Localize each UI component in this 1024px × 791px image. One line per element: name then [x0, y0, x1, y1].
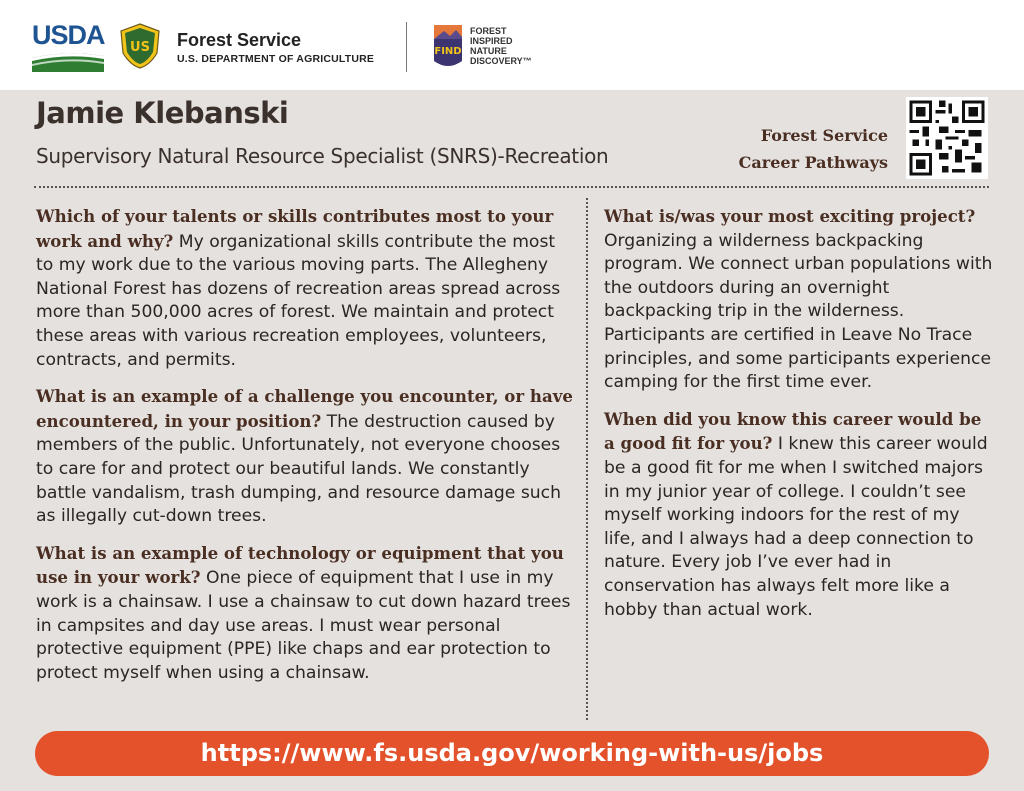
- header-dotted-divider: [34, 186, 989, 188]
- qa-block: [604, 408, 994, 622]
- find-badge-text: FIND: [434, 46, 462, 57]
- find-badge-icon: [430, 21, 466, 71]
- answer-text: One piece of equipment that I use in my work is a chainsaw. I use a chainsaw to cut down hazard trees in campsites and day use areas. I must wear personal protective equipment (PPE) like chaps and ear protection to protect myself when using a chainsaw.: [36, 568, 571, 683]
- answer-text: My organizational skills contribute the most to my work due to the various moving parts. The Allegheny National Forest has dozens of recreation areas spread across more than 500,000 acres of forest. We maintain and protect these areas with various recreation employees, volunteers, contracts, and permits.: [36, 231, 561, 370]
- usda-logo-text: USDA: [32, 20, 105, 50]
- department-name: U.S. DEPARTMENT OF AGRICULTURE: [177, 53, 375, 65]
- forest-service-shield-icon: [120, 23, 160, 69]
- header-bar: [0, 0, 1024, 90]
- left-column: [36, 205, 576, 698]
- career-pathways-line-1: Forest Service: [760, 126, 888, 145]
- right-column: [604, 205, 994, 635]
- question-text: When did you know this career would be a good fit for you?: [604, 408, 982, 454]
- job-title: Supervisory Natural Resource Specialist (SNRS)-Recreation: [36, 144, 609, 168]
- answer-text: Organizing a wilderness backpacking program. We connect urban populations with the outdoors during an overnight backpacking trip in the wilderness. Participants are certified in Leave No Trace principles, and some participants experience camping for the first time ever.: [604, 230, 993, 393]
- question-text: Which of your talents or skills contributes most to your work and why?: [36, 206, 554, 251]
- find-line-4: DISCOVERY™: [470, 56, 532, 66]
- qa-block: [36, 542, 576, 686]
- qa-block: [36, 385, 576, 529]
- jobs-url-banner[interactable]: [35, 731, 989, 776]
- usda-logo: [32, 20, 104, 72]
- find-line-3: NATURE: [470, 46, 507, 56]
- person-name: Jamie Klebanski: [36, 96, 289, 130]
- agency-name: Forest Service: [177, 30, 302, 50]
- qa-block: [604, 205, 994, 395]
- career-pathways-line-2: Career Pathways: [738, 153, 888, 172]
- find-line-1: FOREST: [470, 26, 507, 36]
- find-line-2: INSPIRED: [470, 36, 513, 46]
- answer-text: The destruction caused by members of the public. Unfortunately, not everyone chooses to care for and protect our beautiful lands. We constantly battle vandalism, trash dumping, and resource damage such as illegally cut-down trees.: [36, 411, 562, 527]
- jobs-url-link[interactable]: https://www.fs.usda.gov/working-with-us/jobs: [200, 739, 824, 767]
- column-dotted-divider: [586, 198, 588, 720]
- header-divider: [406, 22, 407, 72]
- question-text: What is an example of technology or equipment that you use in your work?: [36, 542, 564, 588]
- qa-block: [36, 205, 576, 372]
- question-text: What is/was your most exciting project?: [604, 206, 976, 226]
- qr-code-icon: [906, 97, 988, 179]
- question-text: What is an example of a challenge you encounter, or have encountered, in your position?: [36, 386, 573, 431]
- answer-text: I knew this career would be a good fit for me when I switched majors in my junior year of college. I couldn’t see myself working indoors for the rest of my life, and I always had a deep connection to nature. Every job I’ve ever had in conservation has always felt more like a hobby than actual work.: [604, 434, 988, 620]
- svg-text:US: US: [130, 40, 150, 55]
- usda-swoosh-icon: [32, 52, 104, 72]
